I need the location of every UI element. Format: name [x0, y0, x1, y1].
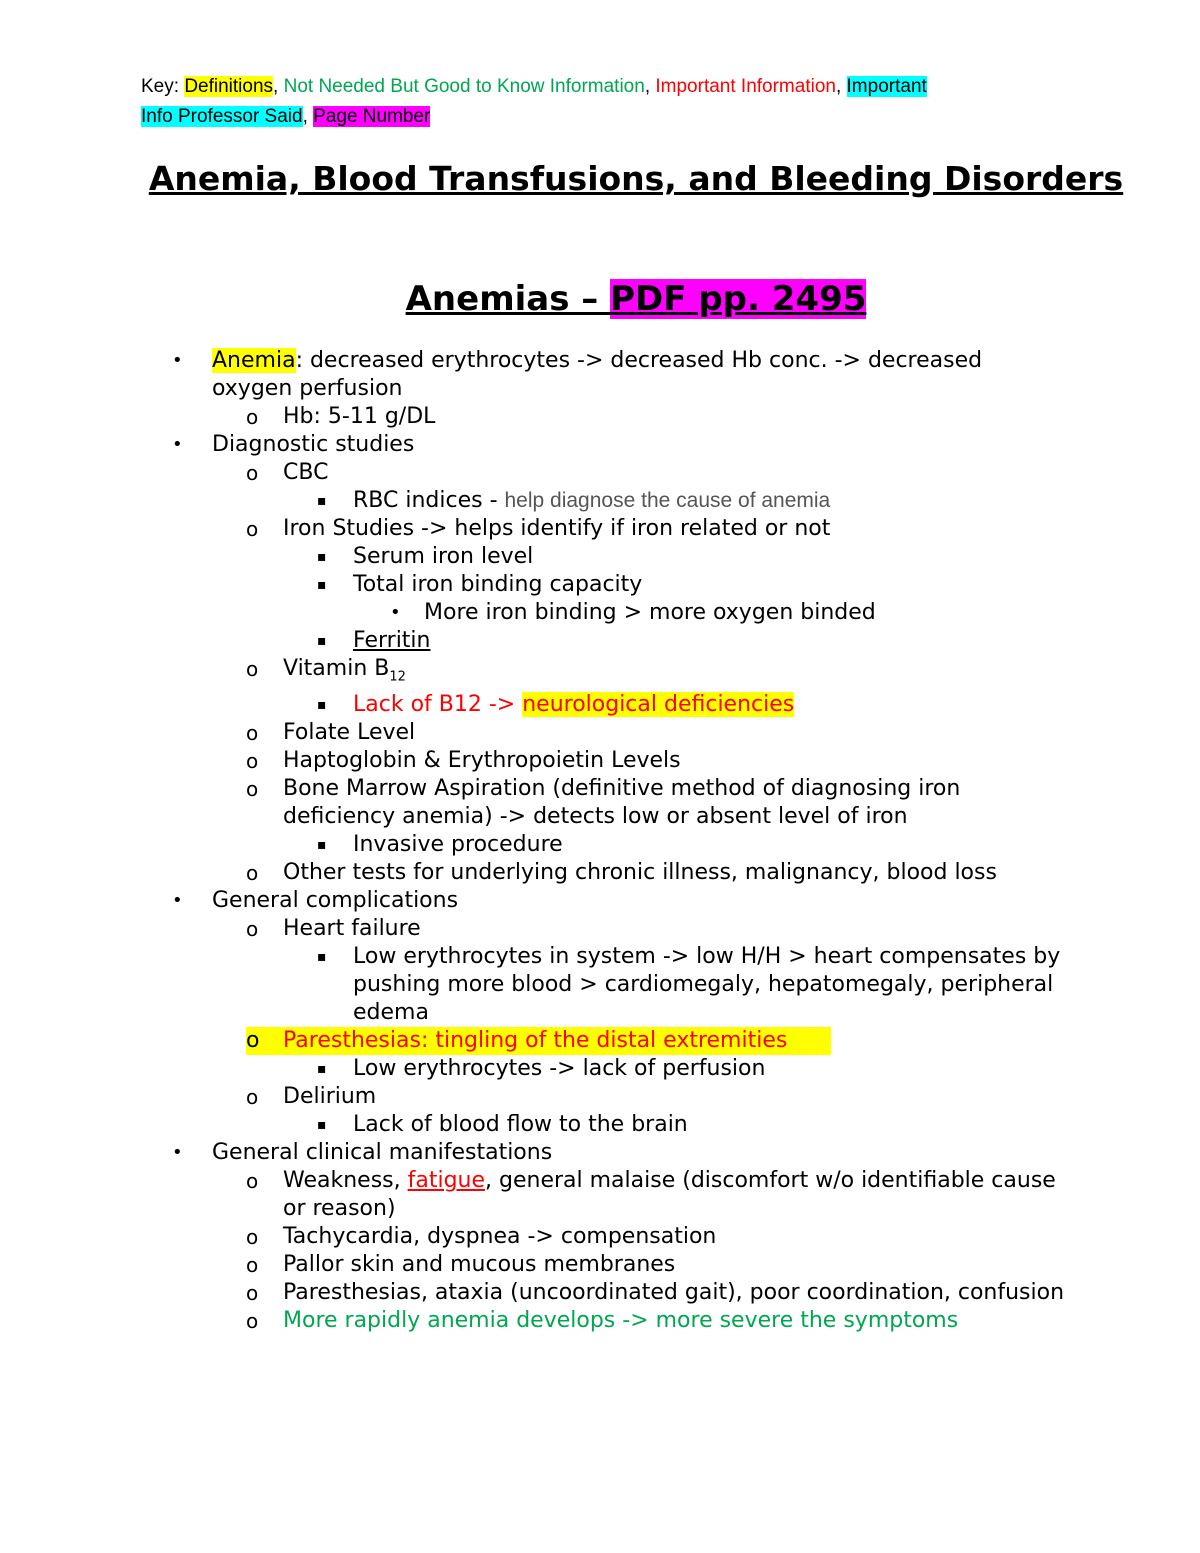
list-item: • General complications [172, 888, 459, 914]
key-professor-1: Important [846, 76, 927, 97]
list-item: o Folate Level [246, 720, 416, 746]
list-item: o Heart failure [246, 916, 421, 942]
key-good-to-know: Not Needed But Good to Know Information [283, 76, 645, 97]
list-item: o Tachycardia, dyspnea -> compensation [246, 1224, 717, 1250]
list-item: o Bone Marrow Aspiration (definitive method of diagnosing iron deficiency anemia) -> detects low or absent level of iron [246, 776, 961, 830]
section-page-ref: PDF pp. 2495 [610, 279, 867, 319]
color-key: Key: Definitions, Not Needed But Good to Know Information, Important Information, Important Info Professor Said, Page Number [141, 76, 927, 127]
list-item: o Haptoglobin & Erythropoietin Levels [246, 748, 681, 774]
list-item: ▪ Low erythrocytes in system -> low H/H > heart compensates by pushing more blood > cardiomegaly, hepatomegaly, peripheral edema [317, 944, 1061, 1026]
list-item: ▪ Low erythrocytes -> lack of perfusion [317, 1056, 766, 1082]
list-item: ▪ Lack of B12 -> neurological deficiencies [317, 692, 795, 718]
list-item: o Other tests for underlying chronic illness, malignancy, blood loss [246, 860, 997, 886]
document-title: Anemia, Blood Transfusions, and Bleeding Disorders [148, 159, 1124, 198]
list-item: • Anemia: decreased erythrocytes -> decreased Hb conc. -> decreased oxygen perfusion [172, 348, 983, 401]
notes-list [0, 347, 1200, 1335]
list-item: o Pallor skin and mucous membranes [246, 1252, 676, 1278]
section-label: Anemias – [405, 279, 611, 319]
list-item: o Hb: 5-11 g/DL [246, 404, 436, 429]
list-item: o Iron Studies -> helps identify if iron related or not [246, 516, 831, 541]
list-item: ▪ Serum iron level [317, 544, 534, 569]
disc-bullet: • [172, 350, 183, 371]
list-item: o Paresthesias, ataxia (uncoordinated gait), poor coordination, confusion [246, 1280, 1065, 1306]
list-item: ▪ Total iron binding capacity [317, 572, 643, 597]
key-professor-2: Info Professor Said [141, 106, 303, 127]
list-item: • Diagnostic studies [172, 432, 415, 457]
list-item: ▪ Invasive procedure [317, 832, 563, 858]
list-item: o Vitamin $B_{12}$ [246, 656, 406, 685]
anemia-term: Anemia [212, 348, 296, 373]
neuro-highlight: neurological deficiencies [522, 692, 795, 718]
key-important: Important Information [655, 76, 836, 97]
list-item: ▪ Ferritin [317, 628, 431, 653]
paresthesias-highlight-row: o Paresthesias: tingling of the distal extremities [246, 1027, 831, 1055]
key-definitions: Definitions [184, 76, 274, 97]
ferritin-term: Ferritin [353, 628, 431, 653]
list-item: ▪ RBC indices - help diagnose the cause of anemia [317, 488, 831, 513]
list-item: o Weakness, fatigue, general malaise (discomfort w/o identifiable cause or reason) [246, 1168, 1056, 1222]
key-prefix: Key: [141, 76, 185, 97]
list-item: • More iron binding > more oxygen binded [390, 600, 876, 625]
list-item: o Delirium [246, 1084, 377, 1110]
list-item: o More rapidly anemia develops -> more severe the symptoms [246, 1308, 959, 1334]
list-item: • General clinical manifestations [172, 1140, 553, 1166]
key-page-number: Page Number [313, 106, 431, 127]
list-item: o CBC [246, 460, 329, 485]
section-heading [141, 279, 1131, 319]
list-item: ▪ Lack of blood flow to the brain [317, 1112, 688, 1138]
fatigue-term: fatigue [407, 1168, 486, 1194]
